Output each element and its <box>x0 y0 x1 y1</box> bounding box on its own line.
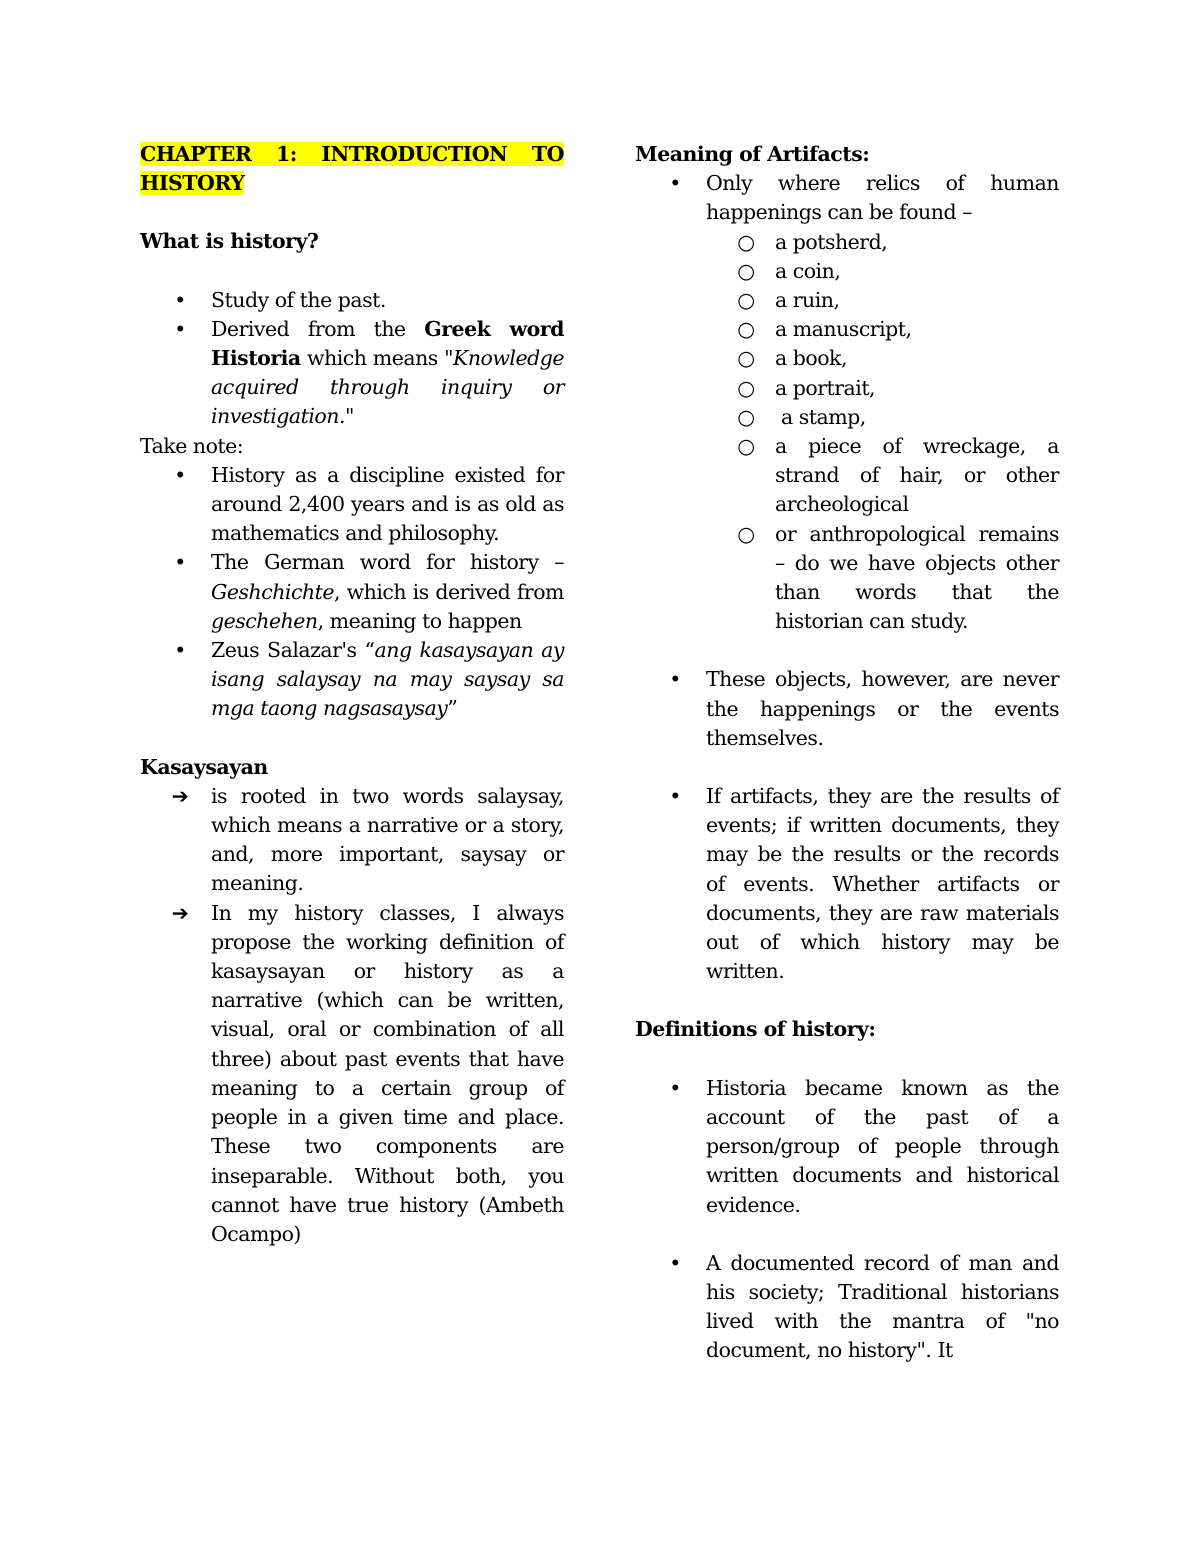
objects-list <box>635 665 1059 753</box>
circle-bullet-icon: ○ <box>737 404 755 429</box>
circle-bullet-icon: ○ <box>737 521 755 546</box>
bullet-icon: • <box>669 1075 681 1100</box>
list-item: ○ a potsherd, <box>635 228 1059 257</box>
bullet-icon: • <box>174 287 186 312</box>
list-item: • Derived from the Greek word Historia which means "Knowledge acquired through inquiry or investigation." <box>140 315 564 432</box>
kasaysayan-heading: Kasaysayan <box>140 754 268 779</box>
bullet-icon: • <box>174 462 186 487</box>
relics-list <box>635 228 1059 637</box>
bullet-icon: • <box>669 171 681 196</box>
list-item: ○ a stamp, <box>635 403 1059 432</box>
list-item: ○ a portrait, <box>635 374 1059 403</box>
bullet-icon: • <box>174 638 186 663</box>
list-item: ○ a coin, <box>635 257 1059 286</box>
list-item: • Historia became known as the account of the past of a person/group of people through written documents and historical evidence. <box>635 1074 1059 1220</box>
circle-bullet-icon: ○ <box>737 346 755 371</box>
chapter-title: CHAPTER 1: INTRODUCTION TO HISTORY <box>140 142 564 196</box>
circle-bullet-icon: ○ <box>737 288 755 313</box>
bullet-icon: • <box>669 667 681 692</box>
bullet-icon: • <box>174 550 186 575</box>
artifacts-list <box>635 169 1059 227</box>
take-note-label: Take note: <box>140 433 244 458</box>
list-item: ○ a book, <box>635 344 1059 373</box>
take-note-list <box>140 461 564 724</box>
left-column <box>140 140 564 1249</box>
bullet-icon: • <box>669 1250 681 1275</box>
list-item: • These objects, however, are never the happenings or the events themselves. <box>635 665 1059 753</box>
list-item: ○ a manuscript, <box>635 315 1059 344</box>
circle-bullet-icon: ○ <box>737 317 755 342</box>
definitions-heading: Definitions of history: <box>635 1017 876 1042</box>
list-item: ○ or anthropological remains – do we have objects other than words that the historian can study. <box>737 521 1059 634</box>
artifacts-results-list <box>635 782 1059 986</box>
list-item: • History as a discipline existed for around 2,400 years and is as old as mathematics and philosophy. <box>140 461 564 549</box>
list-item: • Only where relics of human happenings can be found – <box>635 169 1059 227</box>
what-is-history-heading: What is history? <box>140 229 319 254</box>
list-item: • Study of the past. <box>140 286 564 315</box>
definition-list <box>140 286 564 432</box>
list-item: ➔ is rooted in two words salaysay, which means a narrative or a story, and, more important, saysay or meaning. <box>171 783 564 896</box>
list-item: ○ a ruin, <box>635 286 1059 315</box>
kasaysayan-list <box>140 782 564 1249</box>
list-item: ➔ In my history classes, I always propose the working definition of kasaysayan or history as a narrative (which can be written, visual, oral or combination of all three) about past events that have meaning to a certain group of people in a given time and place. These two components are inseparable. Without both, you cannot have true history (Ambeth Ocampo) <box>171 900 564 1246</box>
bullet-icon: • <box>174 316 186 341</box>
list-item: • The German word for history – Geshchichte, which is derived from geschehen, meaning to happen <box>140 548 564 636</box>
artifacts-heading: Meaning of Artifacts: <box>635 142 870 166</box>
definitions-list-2 <box>635 1249 1059 1366</box>
bullet-icon: • <box>669 784 681 809</box>
right-column <box>635 140 1059 1366</box>
circle-bullet-icon: ○ <box>737 229 755 254</box>
circle-bullet-icon: ○ <box>737 434 755 459</box>
list-item: ○ a piece of wreckage, a strand of hair, or other archeological <box>737 434 1059 517</box>
circle-bullet-icon: ○ <box>737 375 755 400</box>
arrow-right-icon: ➔ <box>171 900 189 925</box>
arrow-right-icon: ➔ <box>171 783 189 808</box>
list-item: • If artifacts, they are the results of events; if written documents, they may be the results or the records of events. Whether artifacts or documents, they are raw materials out of which history may be written. <box>635 782 1059 986</box>
list-item: • A documented record of man and his society; Traditional historians lived with the mantra of "no document, no history". It <box>635 1249 1059 1366</box>
list-item: • Zeus Salazar's “ang kasaysayan ay isang salaysay na may saysay sa mga taong nagsasaysay” <box>140 636 564 724</box>
circle-bullet-icon: ○ <box>737 258 755 283</box>
definitions-list <box>635 1074 1059 1220</box>
